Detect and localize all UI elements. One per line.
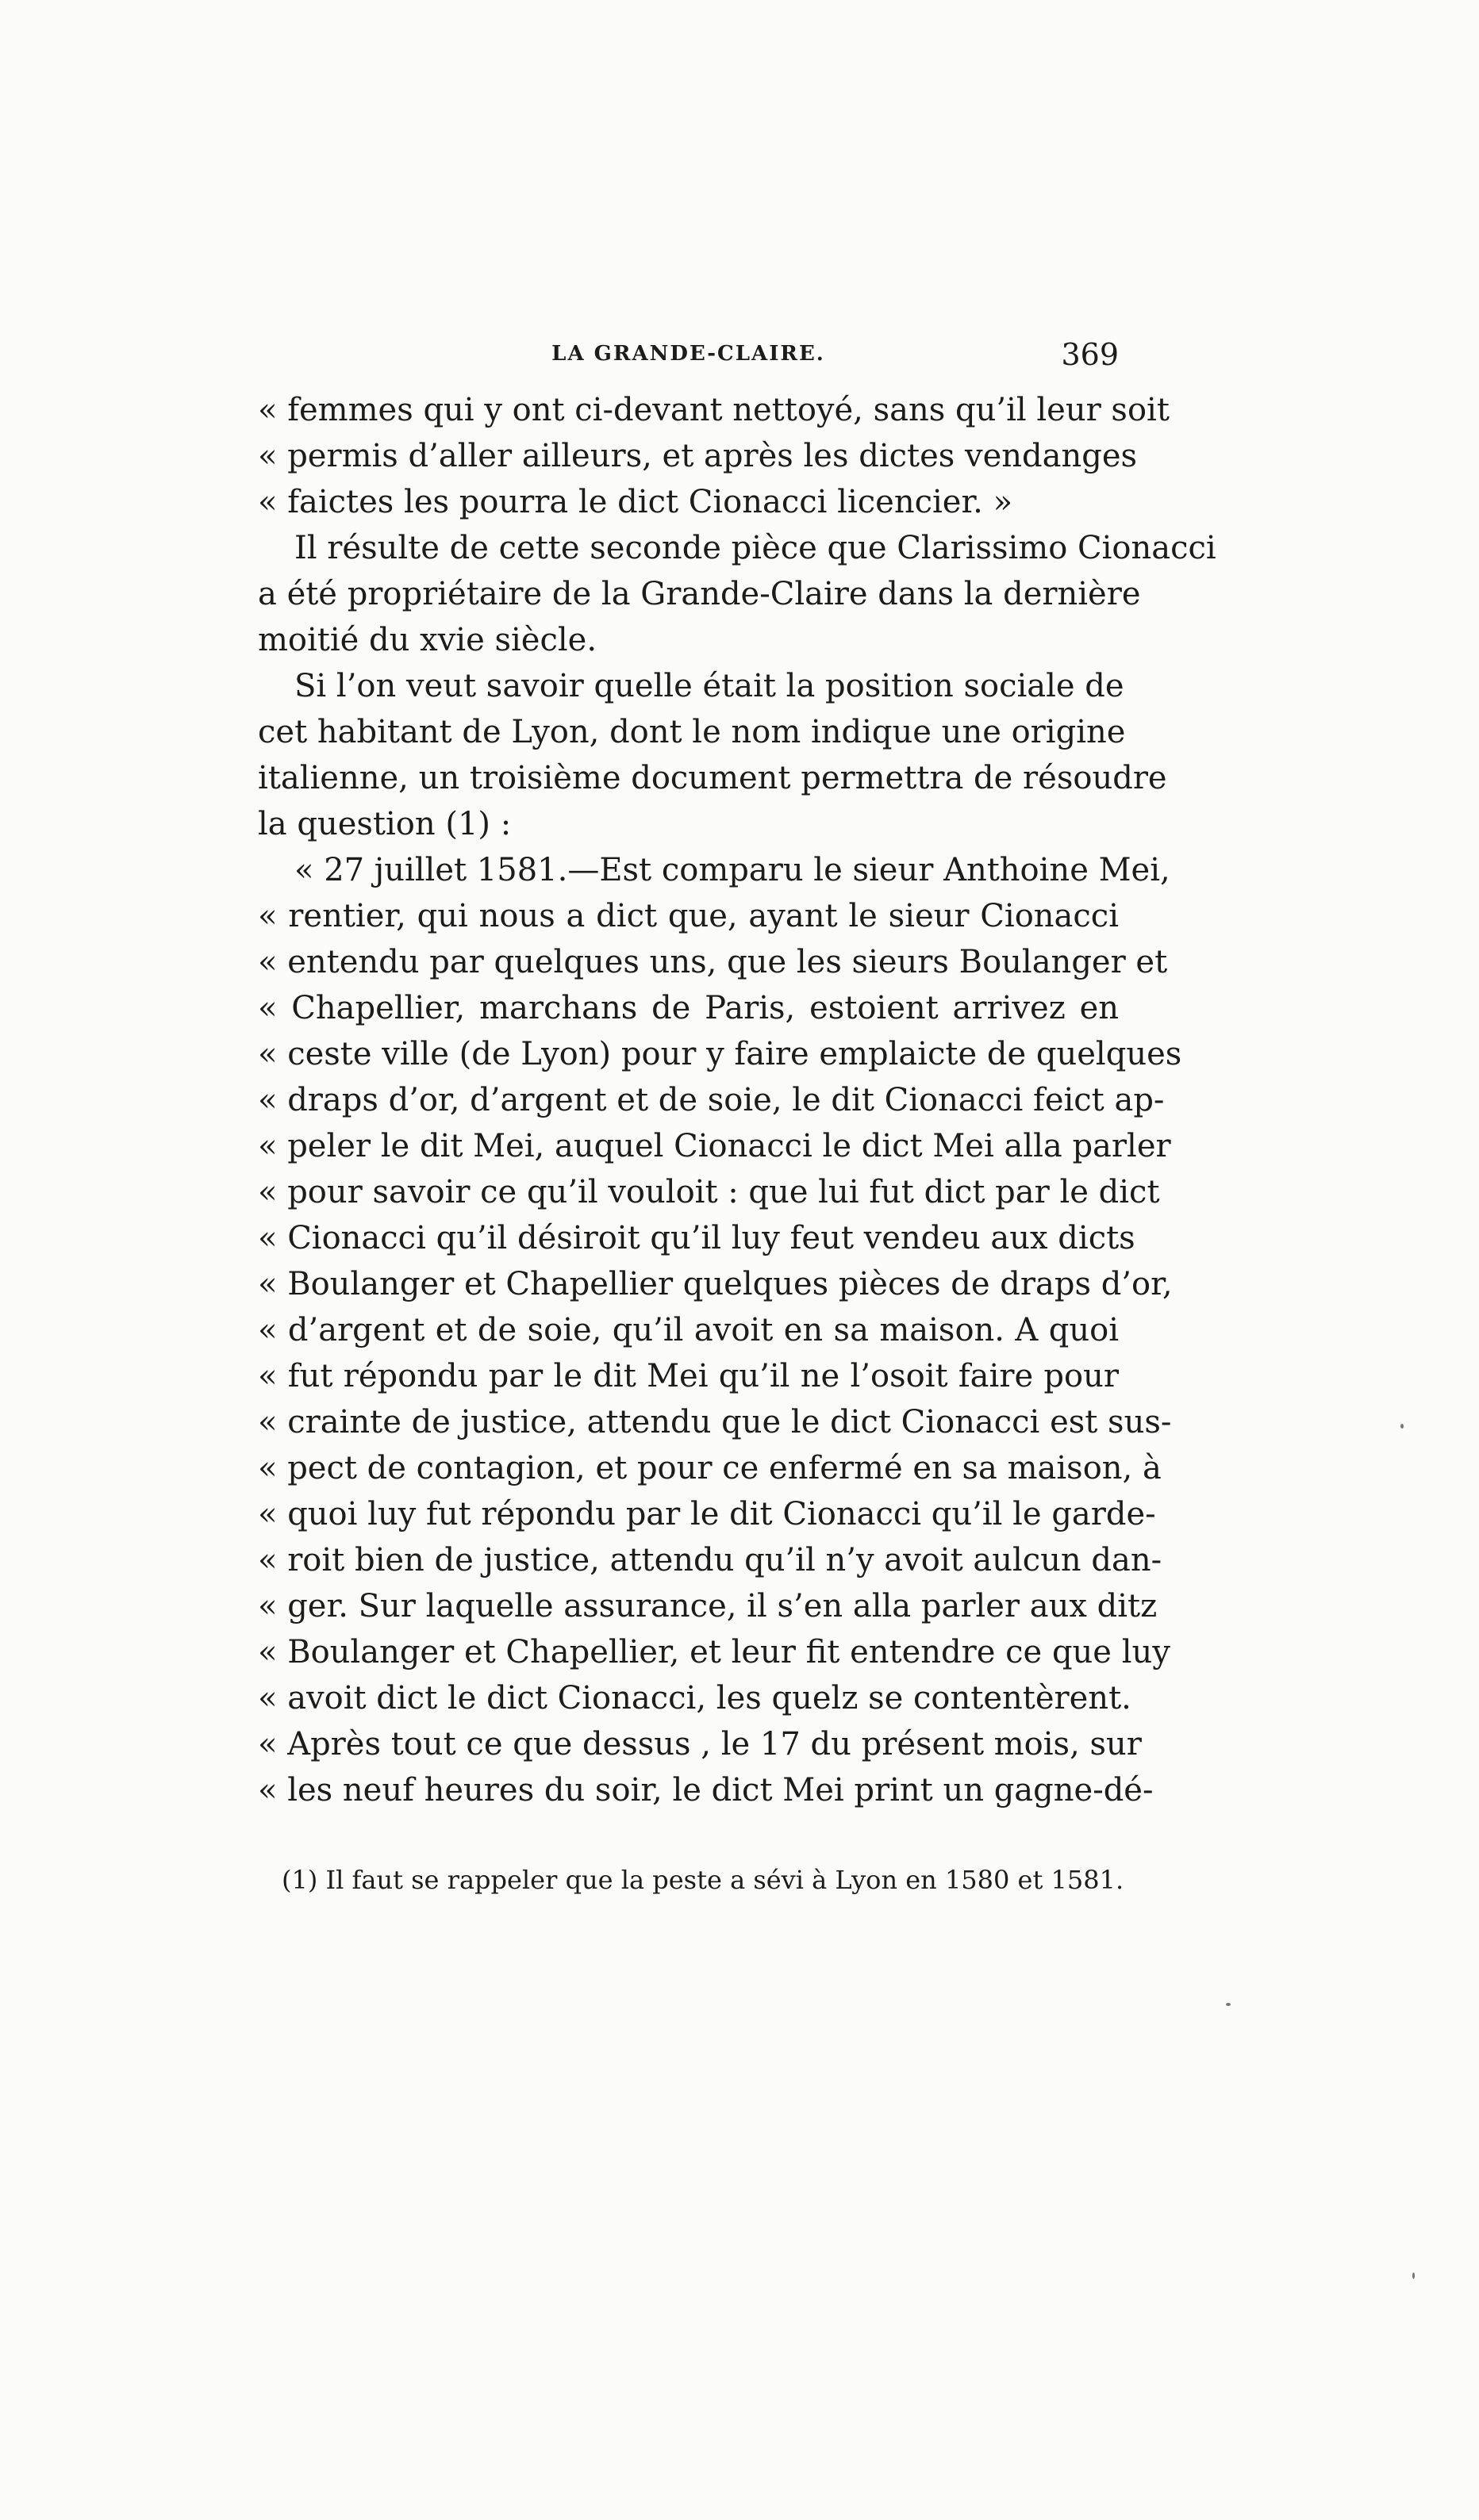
- text-line: « ceste ville (de Lyon) pour y faire emplaicte de quelques: [258, 1036, 1182, 1072]
- text-line: cet habitant de Lyon, dont le nom indique une origine: [258, 714, 1126, 750]
- text-line: la question (1) :: [258, 806, 512, 842]
- paper-speck: [1400, 1424, 1404, 1429]
- text-line: « crainte de justice, attendu que le dict Cionacci est sus-: [258, 1404, 1172, 1440]
- text-line: « pect de contagion, et pour ce enfermé en sa maison, à: [258, 1450, 1162, 1486]
- text-line: « les neuf heures du soir, le dict Mei print un gagne-dé-: [258, 1772, 1154, 1808]
- running-title: LA GRANDE-CLAIRE.: [551, 342, 825, 366]
- text-line: « femmes qui y ont ci-devant nettoyé, sans qu’il leur soit: [258, 392, 1170, 428]
- text-line: « quoi luy fut répondu par le dit Cionacci qu’il le garde-: [258, 1496, 1156, 1532]
- text-line: moitié du xvie siècle.: [258, 622, 597, 658]
- text-line: « peler le dit Mei, auquel Cionacci le dict Mei alla parler: [258, 1128, 1171, 1164]
- text-line: « pour savoir ce qu’il vouloit : que lui fut dict par le dict: [258, 1174, 1160, 1210]
- text-line: a été propriétaire de la Grande-Claire dans la dernière: [258, 576, 1141, 612]
- text-line: « draps d’or, d’argent et de soie, le dit Cionacci feict ap-: [258, 1082, 1165, 1118]
- text-line: « Après tout ce que dessus , le 17 du présent mois, sur: [258, 1726, 1142, 1762]
- text-line: « rentier, qui nous a dict que, ayant le sieur Cionacci: [258, 898, 1119, 934]
- paper-speck: [1412, 2273, 1415, 2279]
- text-line: « roit bien de justice, attendu qu’il n’y avoit aulcun dan-: [258, 1542, 1162, 1578]
- paper-speck: [1226, 2003, 1231, 2006]
- text-line: « fut répondu par le dit Mei qu’il ne l’osoit faire pour: [258, 1358, 1119, 1394]
- text-line: « faictes les pourra le dict Cionacci licencier. »: [258, 484, 1013, 520]
- page-number: 369: [1061, 337, 1119, 372]
- text-line: Il résulte de cette seconde pièce que Clarissimo Cionacci: [294, 530, 1216, 566]
- text-line: « d’argent et de soie, qu’il avoit en sa maison. A quoi: [258, 1312, 1119, 1348]
- running-head: [258, 337, 1119, 377]
- text-line: « ger. Sur laquelle assurance, il s’en alla parler aux ditz: [258, 1588, 1158, 1624]
- text-line: « entendu par quelques uns, que les sieurs Boulanger et: [258, 944, 1168, 980]
- text-line: « Chapellier, marchans de Paris, estoient arrivez en: [258, 990, 1119, 1026]
- text-line: italienne, un troisième document permettra de résoudre: [258, 760, 1167, 796]
- text-line: « 27 juillet 1581.—Est comparu le sieur Anthoine Mei,: [294, 852, 1170, 888]
- text-line: « Boulanger et Chapellier quelques pièces de draps d’or,: [258, 1266, 1173, 1302]
- body-text: [258, 387, 1216, 1813]
- text-line: « Cionacci qu’il désiroit qu’il luy feut vendeu aux dicts: [258, 1220, 1135, 1256]
- text-line: « permis d’aller ailleurs, et après les dictes vendanges: [258, 438, 1138, 474]
- text-line: Si l’on veut savoir quelle était la position sociale de: [294, 668, 1124, 704]
- text-line: « avoit dict le dict Cionacci, les quelz se contentèrent.: [258, 1680, 1131, 1716]
- footnote: (1) Il faut se rappeler que la peste a sévi à Lyon en 1580 et 1581.: [282, 1865, 1124, 1895]
- text-line: « Boulanger et Chapellier, et leur fit entendre ce que luy: [258, 1634, 1170, 1670]
